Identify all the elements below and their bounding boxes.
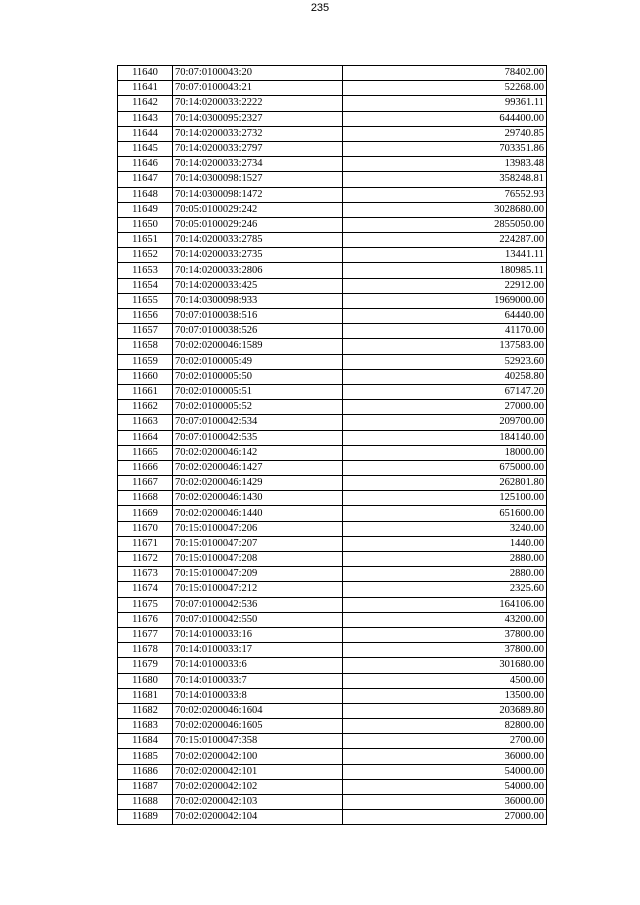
cadastral-value: 184140.00 xyxy=(343,430,547,445)
table-row xyxy=(118,688,547,703)
row-number: 11650 xyxy=(118,217,173,232)
cadastral-value: 18000.00 xyxy=(343,445,547,460)
cadastral-value: 13441.11 xyxy=(343,248,547,263)
cadastral-value: 82800.00 xyxy=(343,719,547,734)
cadastral-number: 70:14:0300098:933 xyxy=(173,293,343,308)
cadastral-value: 37800.00 xyxy=(343,643,547,658)
cadastral-value: 209700.00 xyxy=(343,415,547,430)
cadastral-value: 27000.00 xyxy=(343,810,547,825)
table-row xyxy=(118,233,547,248)
cadastral-number: 70:02:0200046:1440 xyxy=(173,506,343,521)
table-row xyxy=(118,278,547,293)
table-row xyxy=(118,643,547,658)
row-number: 11659 xyxy=(118,354,173,369)
table-row xyxy=(118,536,547,551)
table-row xyxy=(118,430,547,445)
row-number: 11674 xyxy=(118,582,173,597)
cadastral-value: 78402.00 xyxy=(343,66,547,81)
table-row xyxy=(118,445,547,460)
cadastral-value: 644400.00 xyxy=(343,111,547,126)
cadastral-value: 1440.00 xyxy=(343,536,547,551)
cadastral-number: 70:02:0200046:1605 xyxy=(173,719,343,734)
cadastral-value: 2325.60 xyxy=(343,582,547,597)
row-number: 11676 xyxy=(118,612,173,627)
cadastral-number: 70:14:0100033:8 xyxy=(173,688,343,703)
row-number: 11689 xyxy=(118,810,173,825)
cadastral-number: 70:14:0100033:16 xyxy=(173,627,343,642)
row-number: 11640 xyxy=(118,66,173,81)
row-number: 11679 xyxy=(118,658,173,673)
table-row xyxy=(118,309,547,324)
row-number: 11648 xyxy=(118,187,173,202)
cadastral-value: 1969000.00 xyxy=(343,293,547,308)
cadastral-number: 70:02:0200042:100 xyxy=(173,749,343,764)
row-number: 11647 xyxy=(118,172,173,187)
row-number: 11655 xyxy=(118,293,173,308)
table-row xyxy=(118,552,547,567)
table-row xyxy=(118,111,547,126)
row-number: 11652 xyxy=(118,248,173,263)
table-row xyxy=(118,764,547,779)
row-number: 11672 xyxy=(118,552,173,567)
cadastral-value: 651600.00 xyxy=(343,506,547,521)
table-row xyxy=(118,141,547,156)
table-row xyxy=(118,400,547,415)
cadastral-value: 2700.00 xyxy=(343,734,547,749)
cadastral-number: 70:14:0300095:2327 xyxy=(173,111,343,126)
table-row xyxy=(118,354,547,369)
row-number: 11641 xyxy=(118,81,173,96)
table-row xyxy=(118,248,547,263)
cadastral-value: 64440.00 xyxy=(343,309,547,324)
row-number: 11680 xyxy=(118,673,173,688)
row-number: 11668 xyxy=(118,491,173,506)
cadastral-value: 27000.00 xyxy=(343,400,547,415)
cadastral-number: 70:14:0200033:2734 xyxy=(173,157,343,172)
cadastral-number: 70:02:0200042:102 xyxy=(173,779,343,794)
row-number: 11656 xyxy=(118,309,173,324)
cadastral-number: 70:07:0100042:535 xyxy=(173,430,343,445)
cadastral-value: 675000.00 xyxy=(343,460,547,475)
row-number: 11671 xyxy=(118,536,173,551)
row-number: 11688 xyxy=(118,795,173,810)
cadastral-value: 2880.00 xyxy=(343,567,547,582)
row-number: 11677 xyxy=(118,627,173,642)
table-row xyxy=(118,263,547,278)
cadastral-number: 70:14:0200033:2806 xyxy=(173,263,343,278)
cadastral-value: 4500.00 xyxy=(343,673,547,688)
table-row xyxy=(118,324,547,339)
table-row xyxy=(118,521,547,536)
table-row xyxy=(118,597,547,612)
cadastral-value: 137583.00 xyxy=(343,339,547,354)
table-row xyxy=(118,749,547,764)
table-row xyxy=(118,369,547,384)
table-row xyxy=(118,66,547,81)
cadastral-value: 41170.00 xyxy=(343,324,547,339)
cadastral-number: 70:14:0200033:2222 xyxy=(173,96,343,111)
cadastral-number: 70:15:0100047:209 xyxy=(173,567,343,582)
row-number: 11661 xyxy=(118,384,173,399)
cadastral-number: 70:15:0100047:212 xyxy=(173,582,343,597)
cadastral-value: 54000.00 xyxy=(343,764,547,779)
cadastral-number: 70:14:0300098:1472 xyxy=(173,187,343,202)
row-number: 11684 xyxy=(118,734,173,749)
cadastral-value: 54000.00 xyxy=(343,779,547,794)
cadastral-number: 70:02:0200046:1427 xyxy=(173,460,343,475)
row-number: 11686 xyxy=(118,764,173,779)
table-row xyxy=(118,81,547,96)
table-row xyxy=(118,567,547,582)
row-number: 11683 xyxy=(118,719,173,734)
row-number: 11675 xyxy=(118,597,173,612)
row-number: 11651 xyxy=(118,233,173,248)
table-row xyxy=(118,460,547,475)
cadastral-number: 70:02:0100005:49 xyxy=(173,354,343,369)
table-row xyxy=(118,658,547,673)
table-row xyxy=(118,157,547,172)
row-number: 11643 xyxy=(118,111,173,126)
table-row xyxy=(118,293,547,308)
cadastral-value: 164106.00 xyxy=(343,597,547,612)
row-number: 11687 xyxy=(118,779,173,794)
cadastral-number: 70:07:0100042:550 xyxy=(173,612,343,627)
row-number: 11660 xyxy=(118,369,173,384)
cadastral-value: 99361.11 xyxy=(343,96,547,111)
cadastral-number: 70:02:0200046:1430 xyxy=(173,491,343,506)
cadastral-value: 76552.93 xyxy=(343,187,547,202)
cadastral-number: 70:15:0100047:358 xyxy=(173,734,343,749)
row-number: 11645 xyxy=(118,141,173,156)
cadastral-value: 358248.81 xyxy=(343,172,547,187)
cadastral-number: 70:02:0200046:1604 xyxy=(173,703,343,718)
table-row xyxy=(118,673,547,688)
cadastral-number: 70:07:0100042:534 xyxy=(173,415,343,430)
cadastral-number: 70:14:0200033:2732 xyxy=(173,126,343,141)
table-row xyxy=(118,627,547,642)
table-row xyxy=(118,187,547,202)
table-body xyxy=(118,66,547,825)
cadastral-value: 43200.00 xyxy=(343,612,547,627)
cadastral-number: 70:15:0100047:207 xyxy=(173,536,343,551)
cadastral-number: 70:05:0100029:242 xyxy=(173,202,343,217)
cadastral-value: 3240.00 xyxy=(343,521,547,536)
row-number: 11670 xyxy=(118,521,173,536)
cadastral-number: 70:02:0100005:50 xyxy=(173,369,343,384)
cadastral-number: 70:14:0200033:2735 xyxy=(173,248,343,263)
cadastral-number: 70:07:0100043:21 xyxy=(173,81,343,96)
cadastral-number: 70:02:0100005:52 xyxy=(173,400,343,415)
cadastral-value: 180985.11 xyxy=(343,263,547,278)
row-number: 11653 xyxy=(118,263,173,278)
row-number: 11663 xyxy=(118,415,173,430)
row-number: 11646 xyxy=(118,157,173,172)
cadastral-number: 70:07:0100038:516 xyxy=(173,309,343,324)
cadastral-value: 36000.00 xyxy=(343,749,547,764)
cadastral-number: 70:02:0200046:142 xyxy=(173,445,343,460)
table-row xyxy=(118,810,547,825)
cadastral-number: 70:02:0100005:51 xyxy=(173,384,343,399)
cadastral-number: 70:15:0100047:206 xyxy=(173,521,343,536)
cadastral-value: 703351.86 xyxy=(343,141,547,156)
table-row xyxy=(118,506,547,521)
cadastral-value: 224287.00 xyxy=(343,233,547,248)
cadastral-number: 70:14:0200033:2785 xyxy=(173,233,343,248)
table-row xyxy=(118,126,547,141)
cadastral-number: 70:07:0100038:526 xyxy=(173,324,343,339)
table-row xyxy=(118,491,547,506)
cadastral-value-table xyxy=(117,65,547,825)
cadastral-number: 70:14:0200033:2797 xyxy=(173,141,343,156)
row-number: 11649 xyxy=(118,202,173,217)
cadastral-number: 70:14:0300098:1527 xyxy=(173,172,343,187)
row-number: 11664 xyxy=(118,430,173,445)
cadastral-value: 203689.80 xyxy=(343,703,547,718)
table-row xyxy=(118,384,547,399)
cadastral-value: 67147.20 xyxy=(343,384,547,399)
cadastral-value: 40258.80 xyxy=(343,369,547,384)
cadastral-value: 13983.48 xyxy=(343,157,547,172)
cadastral-value: 36000.00 xyxy=(343,795,547,810)
cadastral-value: 262801.80 xyxy=(343,476,547,491)
cadastral-value: 125100.00 xyxy=(343,491,547,506)
cadastral-number: 70:02:0200042:104 xyxy=(173,810,343,825)
cadastral-number: 70:14:0100033:17 xyxy=(173,643,343,658)
table-row xyxy=(118,703,547,718)
row-number: 11665 xyxy=(118,445,173,460)
cadastral-number: 70:07:0100043:20 xyxy=(173,66,343,81)
table-row xyxy=(118,582,547,597)
row-number: 11642 xyxy=(118,96,173,111)
row-number: 11654 xyxy=(118,278,173,293)
row-number: 11685 xyxy=(118,749,173,764)
cadastral-value: 52268.00 xyxy=(343,81,547,96)
cadastral-value: 22912.00 xyxy=(343,278,547,293)
cadastral-number: 70:15:0100047:208 xyxy=(173,552,343,567)
table-row xyxy=(118,612,547,627)
row-number: 11669 xyxy=(118,506,173,521)
row-number: 11682 xyxy=(118,703,173,718)
row-number: 11678 xyxy=(118,643,173,658)
cadastral-number: 70:02:0200046:1429 xyxy=(173,476,343,491)
table-row xyxy=(118,734,547,749)
table-row xyxy=(118,779,547,794)
table-row xyxy=(118,217,547,232)
row-number: 11666 xyxy=(118,460,173,475)
cadastral-number: 70:02:0200046:1589 xyxy=(173,339,343,354)
cadastral-number: 70:14:0100033:6 xyxy=(173,658,343,673)
cadastral-value: 52923.60 xyxy=(343,354,547,369)
row-number: 11681 xyxy=(118,688,173,703)
table-row xyxy=(118,719,547,734)
row-number: 11658 xyxy=(118,339,173,354)
cadastral-value: 3028680.00 xyxy=(343,202,547,217)
row-number: 11673 xyxy=(118,567,173,582)
cadastral-value: 13500.00 xyxy=(343,688,547,703)
cadastral-value: 2880.00 xyxy=(343,552,547,567)
cadastral-number: 70:07:0100042:536 xyxy=(173,597,343,612)
row-number: 11644 xyxy=(118,126,173,141)
row-number: 11667 xyxy=(118,476,173,491)
cadastral-number: 70:02:0200042:101 xyxy=(173,764,343,779)
table-row xyxy=(118,415,547,430)
cadastral-number: 70:02:0200042:103 xyxy=(173,795,343,810)
table-row xyxy=(118,172,547,187)
cadastral-number: 70:14:0200033:425 xyxy=(173,278,343,293)
table-row xyxy=(118,339,547,354)
table-row xyxy=(118,202,547,217)
page-number: 235 xyxy=(310,2,330,14)
cadastral-value: 37800.00 xyxy=(343,627,547,642)
table-row xyxy=(118,96,547,111)
row-number: 11662 xyxy=(118,400,173,415)
table-row xyxy=(118,476,547,491)
table-row xyxy=(118,795,547,810)
cadastral-value: 301680.00 xyxy=(343,658,547,673)
row-number: 11657 xyxy=(118,324,173,339)
cadastral-value: 2855050.00 xyxy=(343,217,547,232)
cadastral-number: 70:05:0100029:246 xyxy=(173,217,343,232)
cadastral-number: 70:14:0100033:7 xyxy=(173,673,343,688)
cadastral-value: 29740.85 xyxy=(343,126,547,141)
